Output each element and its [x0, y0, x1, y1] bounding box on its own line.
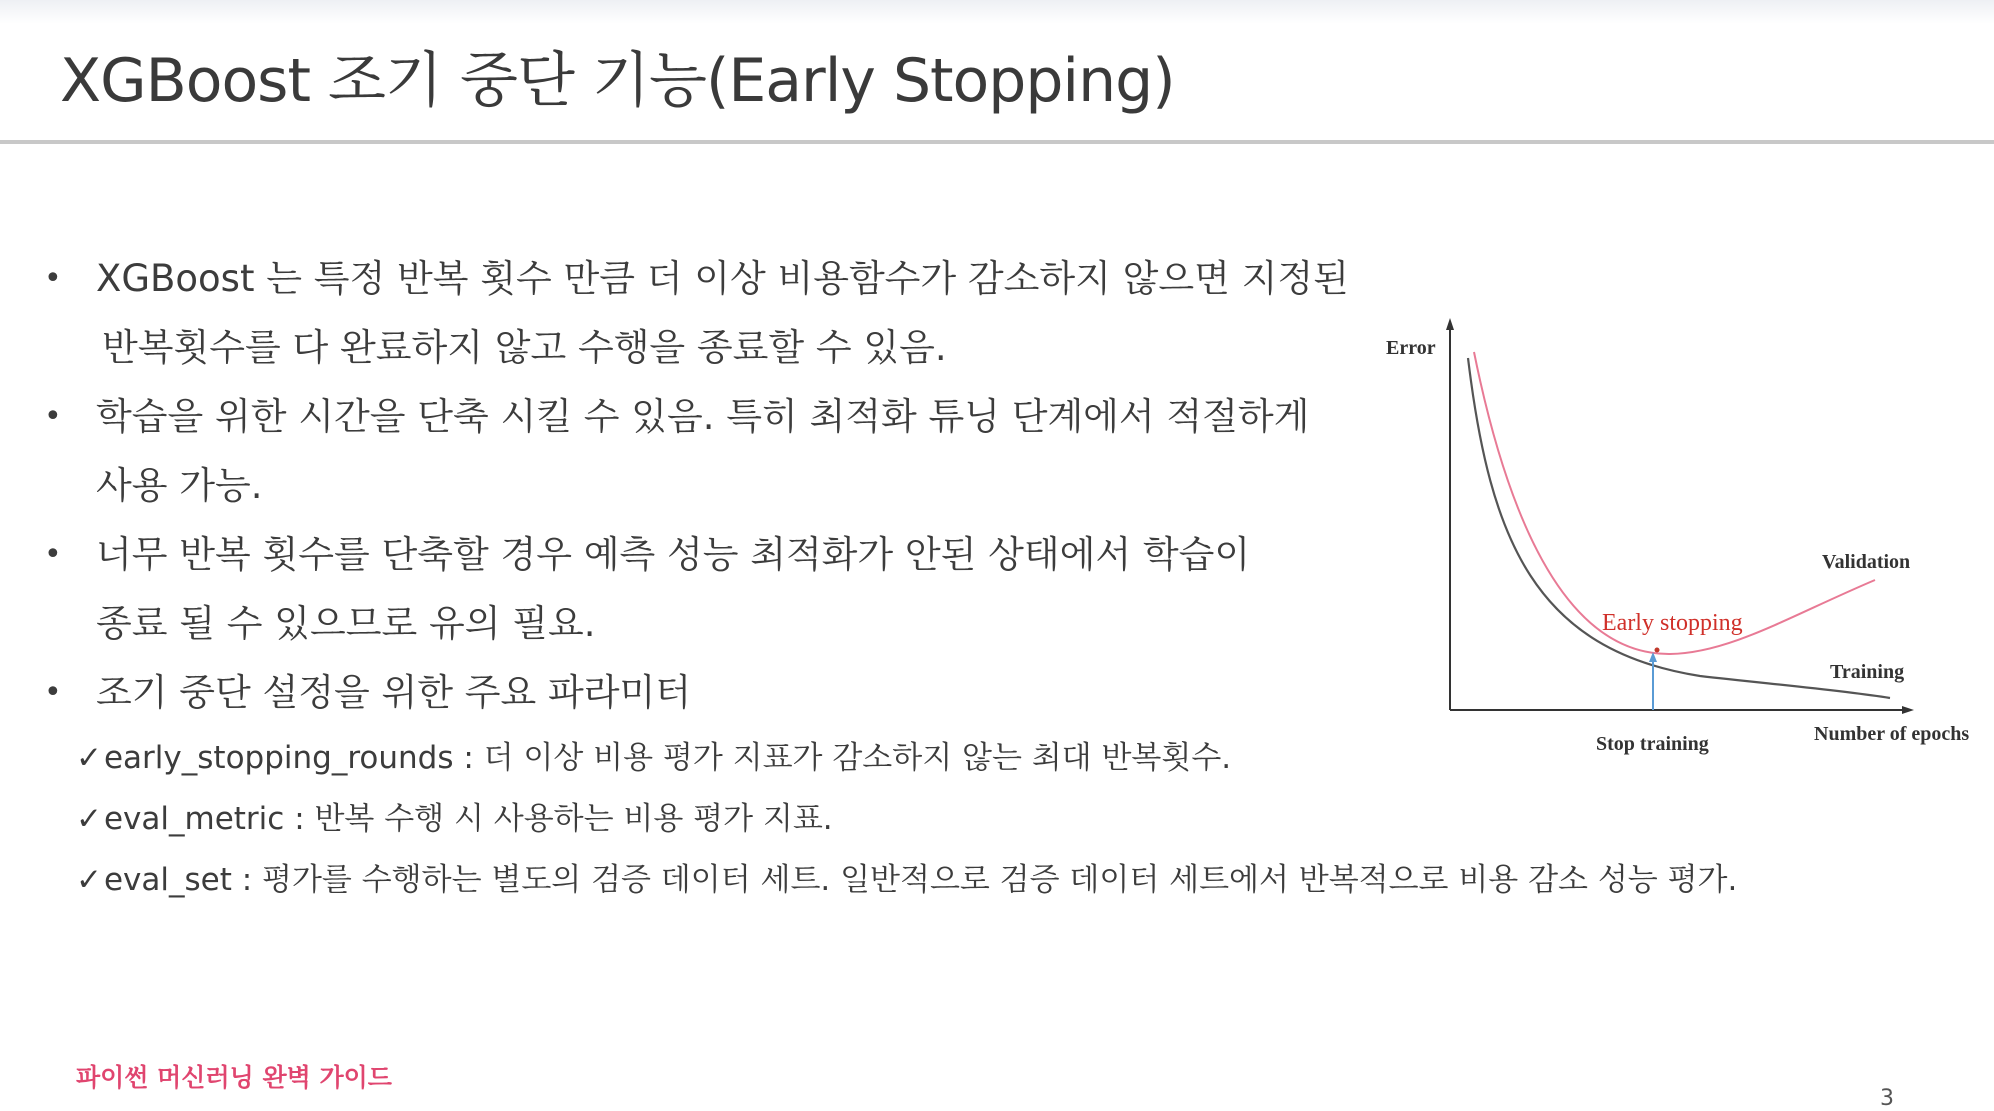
legend-training: Training	[1830, 661, 1905, 683]
bullet-list	[44, 244, 1384, 727]
param-text: eval_set : 평가를 수행하는 별도의 검증 데이터 세트. 일반적으로 검증 데이터 세트에서 반복적으로 비용 감소 성능 평가.	[103, 862, 1738, 898]
title-divider	[0, 140, 1994, 144]
check-icon: ✓	[76, 740, 102, 776]
param-item	[76, 850, 1737, 911]
page-number: 3	[1880, 1086, 1894, 1111]
early-stopping-annotation: Early stopping	[1602, 610, 1743, 636]
bullet-dot: •	[44, 399, 62, 434]
slide-title: XGBoost 조기 중단 기능(Early Stopping)	[60, 46, 1175, 116]
top-gradient	[0, 0, 1994, 24]
param-text: early_stopping_rounds : 더 이상 비용 평가 지표가 감소하지 않는 최대 반복횟수.	[103, 740, 1232, 776]
early-stopping-chart	[1370, 310, 1990, 780]
bullet-line: 학습을 위한 시간을 단축 시킬 수 있음. 특히 최적화 튜닝 단계에서 적절하게	[96, 395, 1310, 438]
bullet-line: 너무 반복 횟수를 단축할 경우 예측 성능 최적화가 안된 상태에서 학습이	[96, 533, 1251, 576]
footer-brand: 파이썬 머신러닝 완벽 가이드	[76, 1063, 392, 1092]
bullet-item	[44, 658, 1384, 727]
bullet-line: XGBoost 는 특정 반복 횟수 만큼 더 이상 비용함수가 감소하지 않으면 지정된	[96, 257, 1349, 300]
stop-training-label: Stop training	[1596, 733, 1709, 755]
param-text: eval_metric : 반복 수행 시 사용하는 비용 평가 지표.	[103, 801, 833, 837]
bullet-line: 종료 될 수 있으므로 유의 필요.	[96, 602, 596, 645]
bullet-item	[44, 520, 1384, 658]
check-icon: ✓	[76, 862, 102, 898]
bullet-line: 조기 중단 설정을 위한 주요 파라미터	[96, 671, 691, 714]
x-axis-arrow-icon	[1902, 706, 1914, 714]
param-item	[76, 789, 1737, 850]
bullet-item	[44, 382, 1384, 520]
bullet-dot: •	[44, 675, 62, 710]
check-icon: ✓	[76, 801, 102, 837]
bullet-item	[44, 244, 1384, 382]
x-axis-label: Number of epochs	[1814, 723, 1970, 745]
y-axis-label: Error	[1386, 337, 1436, 359]
legend-validation: Validation	[1822, 551, 1911, 573]
training-curve	[1468, 358, 1890, 698]
bullet-line: 사용 가능.	[96, 464, 263, 507]
bullet-line: 반복횟수를 다 완료하지 않고 수행을 종료할 수 있음.	[102, 326, 947, 369]
bullet-dot: •	[44, 537, 62, 572]
validation-curve	[1474, 352, 1875, 654]
early-stopping-point	[1655, 648, 1660, 653]
y-axis-arrow-icon	[1446, 318, 1454, 330]
bullet-dot: •	[44, 261, 62, 296]
